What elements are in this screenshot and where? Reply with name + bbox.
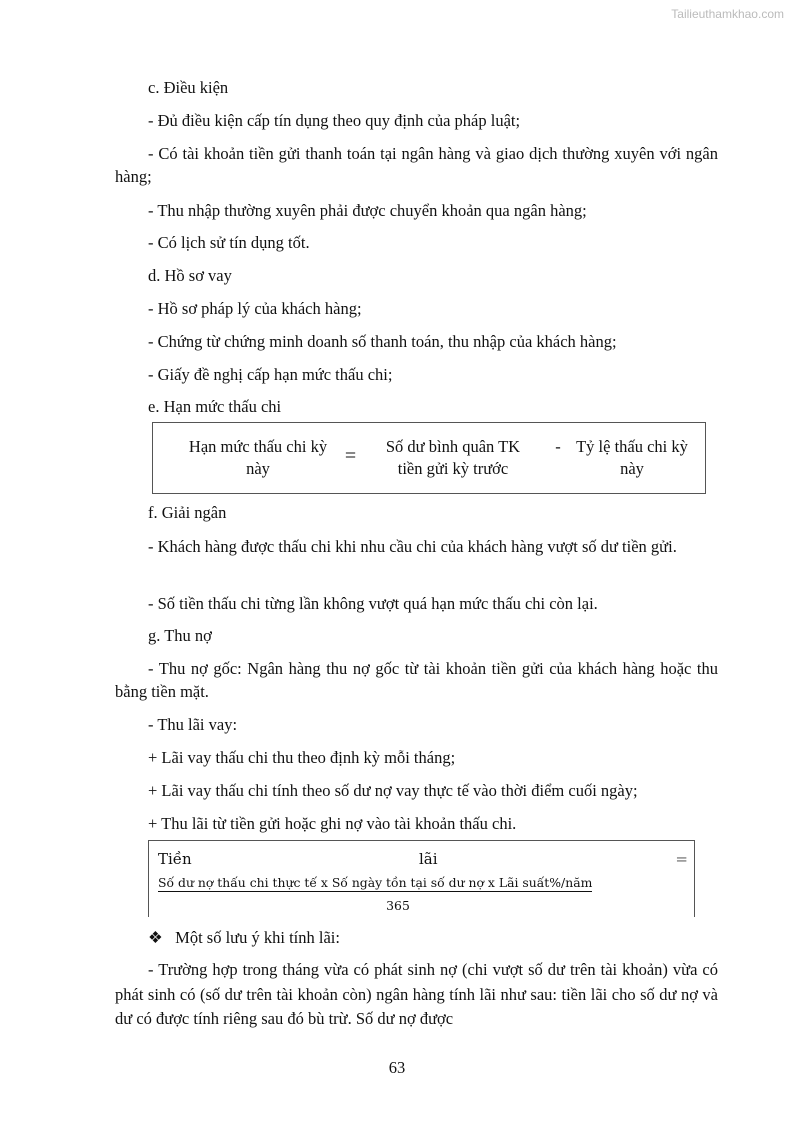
- formula-middle: Số dư bình quân TK tiền gửi kỳ trước: [385, 437, 521, 478]
- paragraph: + Lãi vay thấu chi tính theo số dư nợ vay thực tế vào thời điểm cuối ngày;: [148, 781, 638, 800]
- paragraph: - Khách hàng được thấu chi khi nhu cầu chi của khách hàng vượt số dư tiền gửi.: [148, 537, 677, 556]
- paragraph: - Có tài khoản tiền gửi thanh toán tại ngân hàng và giao dịch thường xuyên với ngân hàng;: [115, 144, 718, 186]
- formula-word-1: Tiền: [158, 850, 192, 868]
- paragraph: - Thu lãi vay:: [148, 715, 238, 734]
- note-heading: [115, 926, 718, 949]
- paragraph: + Lãi vay thấu chi thu theo định kỳ mỗi tháng;: [148, 748, 456, 767]
- formula-equals: =: [675, 850, 688, 868]
- formula-numerator: Số dư nợ thấu chi thực tế x Số ngày tồn tại số dư nợ x Lãi suất%/năm: [158, 875, 593, 890]
- overdraft-limit-formula: [152, 422, 706, 494]
- paragraph: - Thu nhập thường xuyên phải được chuyển khoản qua ngân hàng;: [148, 201, 587, 220]
- formula-right: Tỷ lệ thấu chi kỳ này: [576, 437, 688, 478]
- diamond-bullet-icon: ❖: [148, 928, 163, 947]
- heading-disbursement: f. Giải ngân: [148, 503, 227, 522]
- paragraph: - Có lịch sử tín dụng tốt.: [148, 233, 310, 252]
- formula-equals: =: [344, 445, 357, 467]
- paragraph: - Thu nợ gốc: Ngân hàng thu nợ gốc từ tài khoản tiền gửi của khách hàng hoặc thu bằng tiền mặt.: [115, 659, 718, 701]
- heading-conditions: c. Điều kiện: [148, 78, 229, 97]
- formula-left: Hạn mức thấu chi kỳ này: [188, 437, 328, 478]
- page-number: 63: [388, 1058, 406, 1077]
- paragraph: - Chứng từ chứng minh doanh số thanh toán, thu nhập của khách hàng;: [148, 332, 617, 351]
- heading-loan-docs: d. Hồ sơ vay: [148, 266, 232, 285]
- watermark: Tailieuthamkhao.com: [671, 7, 784, 21]
- note-title: Một số lưu ý khi tính lãi:: [175, 928, 340, 947]
- paragraph: - Trường hợp trong tháng vừa có phát sinh nợ (chi vượt số dư trên tài khoản) vừa có phát sinh có (số dư trên tài khoản còn) ngân hàng tính lãi như sau: tiền lãi cho số dư nợ và dư có được tính riêng sau đó bù trừ. Số dư nợ được: [115, 960, 718, 1028]
- formula-minus: -: [555, 437, 561, 456]
- paragraph: - Số tiền thấu chi từng lần không vượt quá hạn mức thấu chi còn lại.: [148, 594, 598, 613]
- formula-word-2: lãi: [419, 850, 438, 868]
- paragraph: - Giấy đề nghị cấp hạn mức thấu chi;: [148, 365, 393, 384]
- paragraph: - Đủ điều kiện cấp tín dụng theo quy định của pháp luật;: [148, 111, 521, 130]
- interest-formula: [148, 840, 695, 917]
- paragraph: - Hồ sơ pháp lý của khách hàng;: [148, 299, 362, 318]
- formula-denominator: 365: [386, 898, 410, 913]
- heading-overdraft-limit: e. Hạn mức thấu chi: [148, 397, 282, 416]
- heading-debt-collection: g. Thu nợ: [148, 626, 212, 645]
- paragraph: + Thu lãi từ tiền gửi hoặc ghi nợ vào tài khoản thấu chi.: [148, 814, 517, 833]
